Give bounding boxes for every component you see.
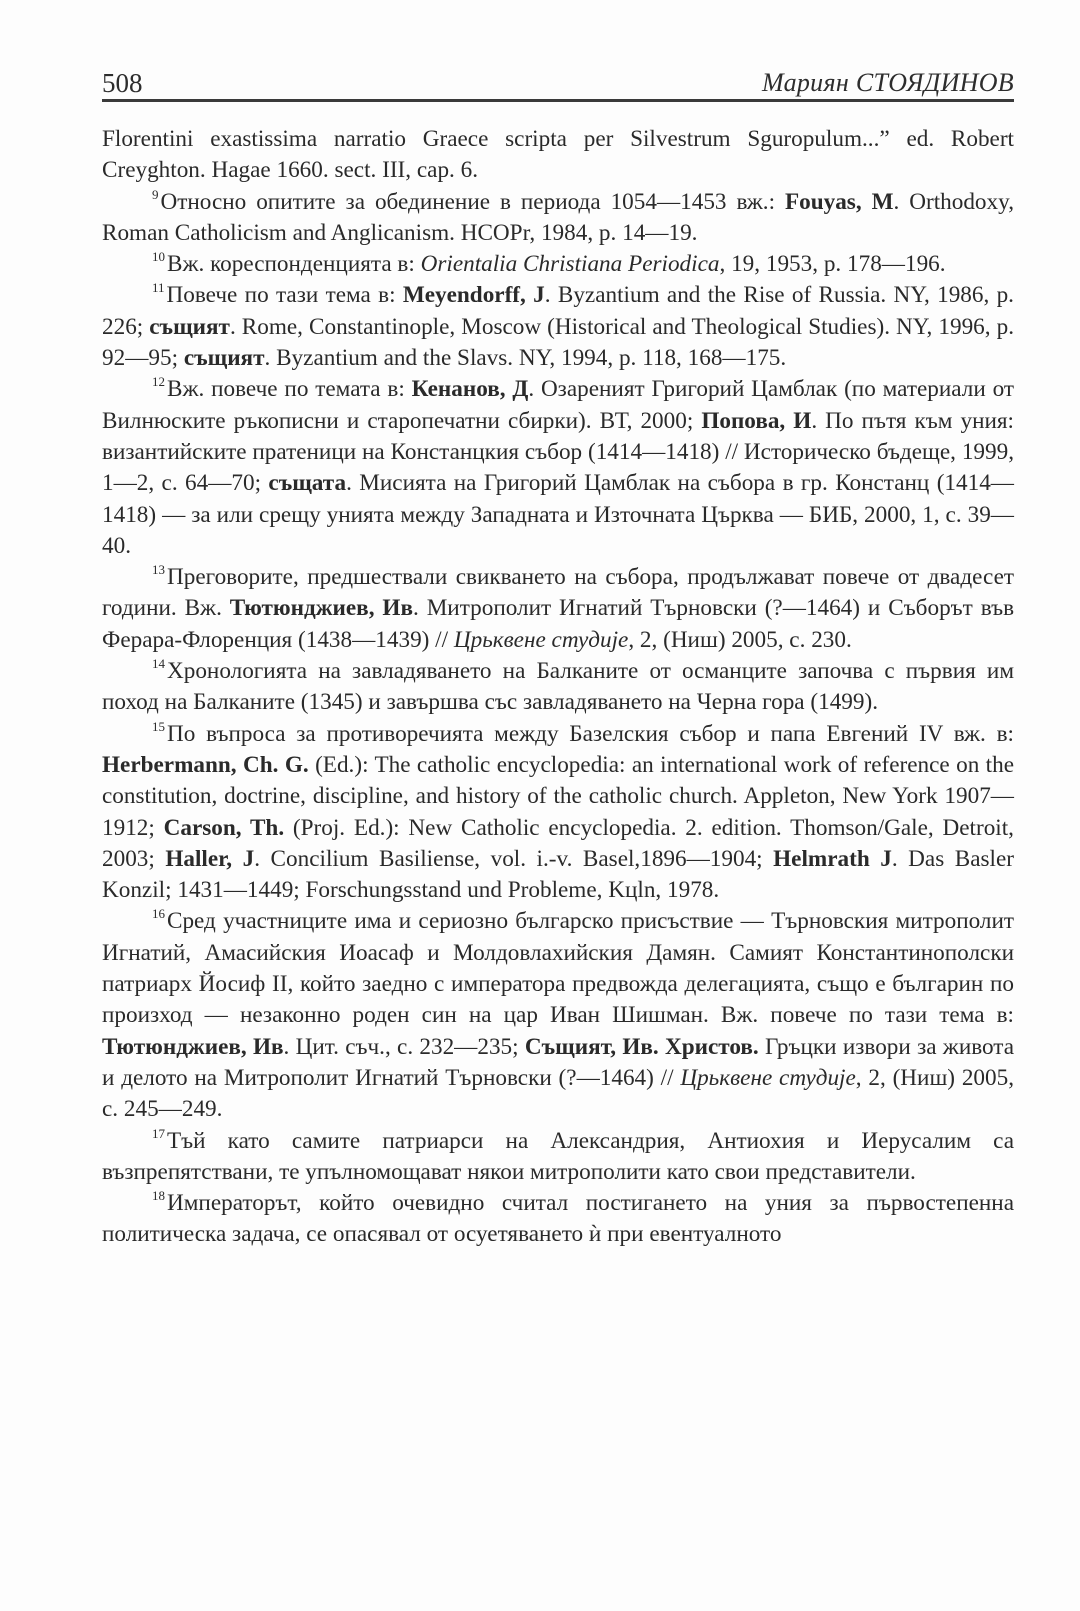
footnote-text: , 2, (Ниш) 2005, с. 230. [628,626,852,653]
footnote-text: . По пътя към уния: византийските пратеници на Констанцкия събор (1414—1418) // Историческо бъдеще, 1999, 1—2, с. 64—70; [102,407,1014,497]
footnotes-section [102,124,1014,1251]
footnote-text: Florentini exastissima narratio Graece scripta per Silvestrum Sguropulum...” ed. Robert Creyghton. Hagae 1660. sect. III, cap. 6. [102,126,1014,184]
author-name: Същият, Ив. Христов. [524,1033,759,1060]
footnote-number: 10 [152,249,165,265]
footnote-text: , 19, 1953, p. 178—196. [719,251,946,278]
running-head-author: Мариян СТОЯДИНОВ [761,68,1014,97]
footnote-text: Тъй като самите патриарси на Александрия, Антиохия и Иерусалим са възпрепятствани, те упълномощават някои митрополити като свои представители. [102,1127,1014,1185]
footnote-text: . Byzantium and the Slavs. NY, 1994, p. 118, 168—175. [264,345,787,372]
footnote-text: Вж. кореспонденцията в: [167,251,421,278]
footnote-11 [102,280,1014,374]
footnote-text: Гръцки извори за живота и делото на Митрополит Игнатий Търновски (?—1464) // [102,1033,1015,1091]
footnote-number: 14 [152,656,165,672]
page-header [102,62,1014,98]
footnote-10 [102,249,1014,280]
footnote-text: . Митрополит Игнатий Търновски (?—1464) и Съборът във Ферара-Флоренция (1438—1439) // [102,595,1015,653]
footnote-text: . Мисията на Григорий Цамблак на събора в гр. Констанц (1414—1418) — за или срещу унията между Западната и Източната Църква — БИБ, 2000, 1, с. 39—40. [102,470,1014,559]
footnote-text: Относно опитите за обединение в периода 1054—1453 вж.: [160,188,785,215]
footnote-text: Повече по тази тема в: [166,282,403,309]
footnote-number: 9 [152,186,159,202]
footnote-text: Преговорите, предшествали свикването на събора, продължават повече от двадесет години. Вж. [102,564,1014,622]
journal-title: Црьквене студије [680,1064,856,1091]
footnote-text: , 2, (Ниш) 2005, с. 245—249. [102,1064,1014,1123]
footnote-text: Сред участниците има и сериозно българско присъствие — Търновския митрополит Игнатий, Амасийския Иоасаф и Молдовлахийския Дамян. Самият Константинополски патриарх Йосиф II, който заедно с императора предвожда делегацията, също е българин по произход — незаконно роден син на цар Иван Шишман. Вж. повече по тази тема в: [102,908,1014,1029]
author-name: същият [149,313,230,340]
footnote-text: (Ed.): The catholic encyclopedia: an international work of reference on the constitution, doctrine, discipline, and history of the catholic church. Appleton, New York 1907—1912; [102,751,1015,841]
footnote-18 [102,1188,1014,1251]
footnote-text: Императорът, който очевидно считал постигането на уния за първостепенна политическа задача, се опасявал от осуетяването ѝ при евентуалното [102,1190,1014,1248]
footnote-16 [102,906,1014,1125]
footnote-text: . Озареният Григорий Цамблак (по материали от Вилнюските ръкописни и старопечатни сбирки). ВТ, 2000; [102,376,1014,434]
footnote-number: 13 [152,562,165,578]
author-name: Carson, Th. [163,814,285,841]
author-name: Meyendorff, J [402,282,545,309]
footnote-text: . Concilium Basiliense, vol. i.-v. Basel,1896—1904; [254,845,774,872]
footnote-number: 11 [152,280,165,296]
footnote-text: Вж. повече по темата в: [167,376,412,403]
author-name: Helmrath J [773,845,892,872]
footnote-text: . Orthodoxy, Roman Catholicism and Anglicanism. HCOPr, 1984, p. 14—19. [102,188,1014,246]
author-name: Тютюнджиев, Ив [102,1033,284,1060]
footnote-14 [102,656,1014,719]
footnote-continuation [102,124,1014,187]
footnote-number: 12 [152,374,165,390]
footnote-text: . Rome, Constantinople, Moscow (Historical and Theological Studies). NY, 1996, p. 92—95; [102,313,1014,372]
author-name: Попова, И [701,407,812,434]
journal-title: Црьквене студије [453,626,629,653]
footnote-number: 15 [152,718,165,734]
footnote-text: . Byzantium and the Rise of Russia. NY, 1986, p. 226; [102,282,1014,340]
footnote-text: По въпроса за противоречията между Базелския събор и папа Евгений IV вж. в: [167,720,1014,747]
footnote-text: (Proj. Ed.): New Catholic encyclopedia. 2. edition. Thomson/Gale, Detroit, 2003; [102,814,1014,872]
author-name: Тютюнджиев, Ив [229,595,413,622]
footnote-number: 17 [152,1125,165,1141]
header-rule [102,99,1014,102]
footnote-number: 16 [152,906,165,922]
footnote-text: Хронологията на завладяването на Балканите от османците започва с първия им поход на Балканите (1345) и завършва със завладяването на Черна гора (1499). [102,658,1014,716]
footnote-17 [102,1126,1014,1189]
author-name: същият [183,345,265,372]
footnote-number: 18 [152,1188,165,1204]
author-name: Haller, J [165,845,255,872]
author-name: същата [268,470,347,497]
author-name: Кенанов, Д [411,376,529,403]
page-number: 508 [102,68,143,98]
footnote-text: . Das Basler Konzil; 1431—1449; Forschungsstand und Probleme, Kцln, 1978. [102,845,1014,904]
footnote-15 [102,719,1014,907]
footnote-13 [102,562,1014,656]
author-name: Herbermann, Ch. G. [102,751,309,778]
journal-title: Orientalia Christiana Periodica [420,251,720,278]
footnote-9 [102,187,1014,250]
footnote-12 [102,374,1014,562]
author-name: Fouyas, M [784,188,894,215]
footnote-text: . Цит. съч., с. 232—235; [283,1033,525,1060]
